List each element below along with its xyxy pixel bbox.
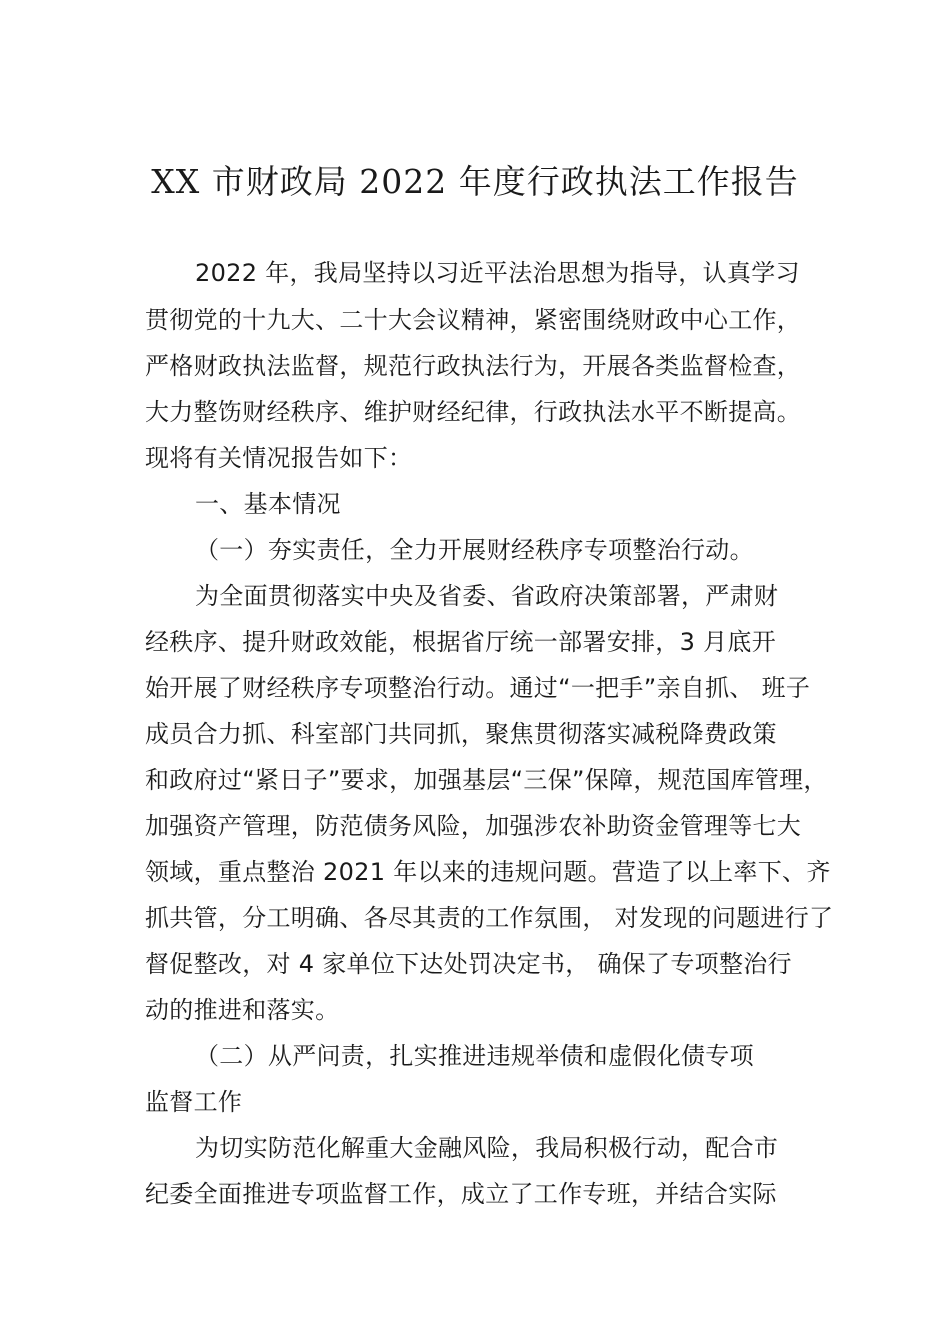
paragraph-line: 为切实防范化解重大金融风险，我局积极行动，配合市 [195, 1134, 779, 1162]
paragraph-line: 始开展了财经秩序专项整治行动。通过“一把手”亲自抓、 班子 [145, 674, 811, 702]
paragraph-line: 大力整饬财经秩序、维护财经纪律，行政执法水平不断提高。 [145, 398, 802, 426]
paragraph-line: 动的推进和落实。 [145, 996, 340, 1024]
section-heading: 一、基本情况 [195, 490, 341, 518]
subsection-heading: （一）夯实责任，全力开展财经秩序专项整治行动。 [195, 536, 754, 564]
subsection-heading: （二）从严问责，扎实推进违规举债和虚假化债专项 [195, 1042, 754, 1070]
paragraph-line: 严格财政执法监督，规范行政执法行为，开展各类监督检查， [145, 352, 802, 380]
subsection-heading-continued: 监督工作 [145, 1088, 243, 1116]
paragraph-line: 为全面贯彻落实中央及省委、省政府决策部署，严肃财 [195, 582, 779, 610]
paragraph-line: 领域，重点整治 2021 年以来的违规问题。营造了以上率下、齐 [145, 858, 831, 886]
paragraph-line: 成员合力抓、科室部门共同抓，聚焦贯彻落实减税降费政策 [145, 720, 777, 748]
paragraph-line: 和政府过“紧日子”要求，加强基层“三保”保障，规范国库管理， [145, 766, 828, 794]
paragraph-line: 加强资产管理，防范债务风险，加强涉农补助资金管理等七大 [145, 812, 802, 840]
paragraph-line: 2022 年，我局坚持以习近平法治思想为指导，认真学习 [195, 259, 800, 287]
paragraph-line: 抓共管，分工明确、各尽其责的工作氛围， 对发现的问题进行了 [145, 904, 834, 932]
paragraph-line: 督促整改，对 4 家单位下达处罚决定书， 确保了专项整治行 [145, 950, 792, 978]
document-title: XX 市财政局 2022 年度行政执法工作报告 [151, 162, 799, 201]
paragraph-line: 纪委全面推进专项监督工作，成立了工作专班，并结合实际 [145, 1180, 777, 1208]
paragraph-line: 贯彻党的十九大、二十大会议精神，紧密围绕财政中心工作， [145, 306, 802, 334]
paragraph-line: 经秩序、提升财政效能，根据省厅统一部署安排，3 月底开 [145, 628, 776, 656]
paragraph-line: 现将有关情况报告如下： [145, 444, 413, 472]
